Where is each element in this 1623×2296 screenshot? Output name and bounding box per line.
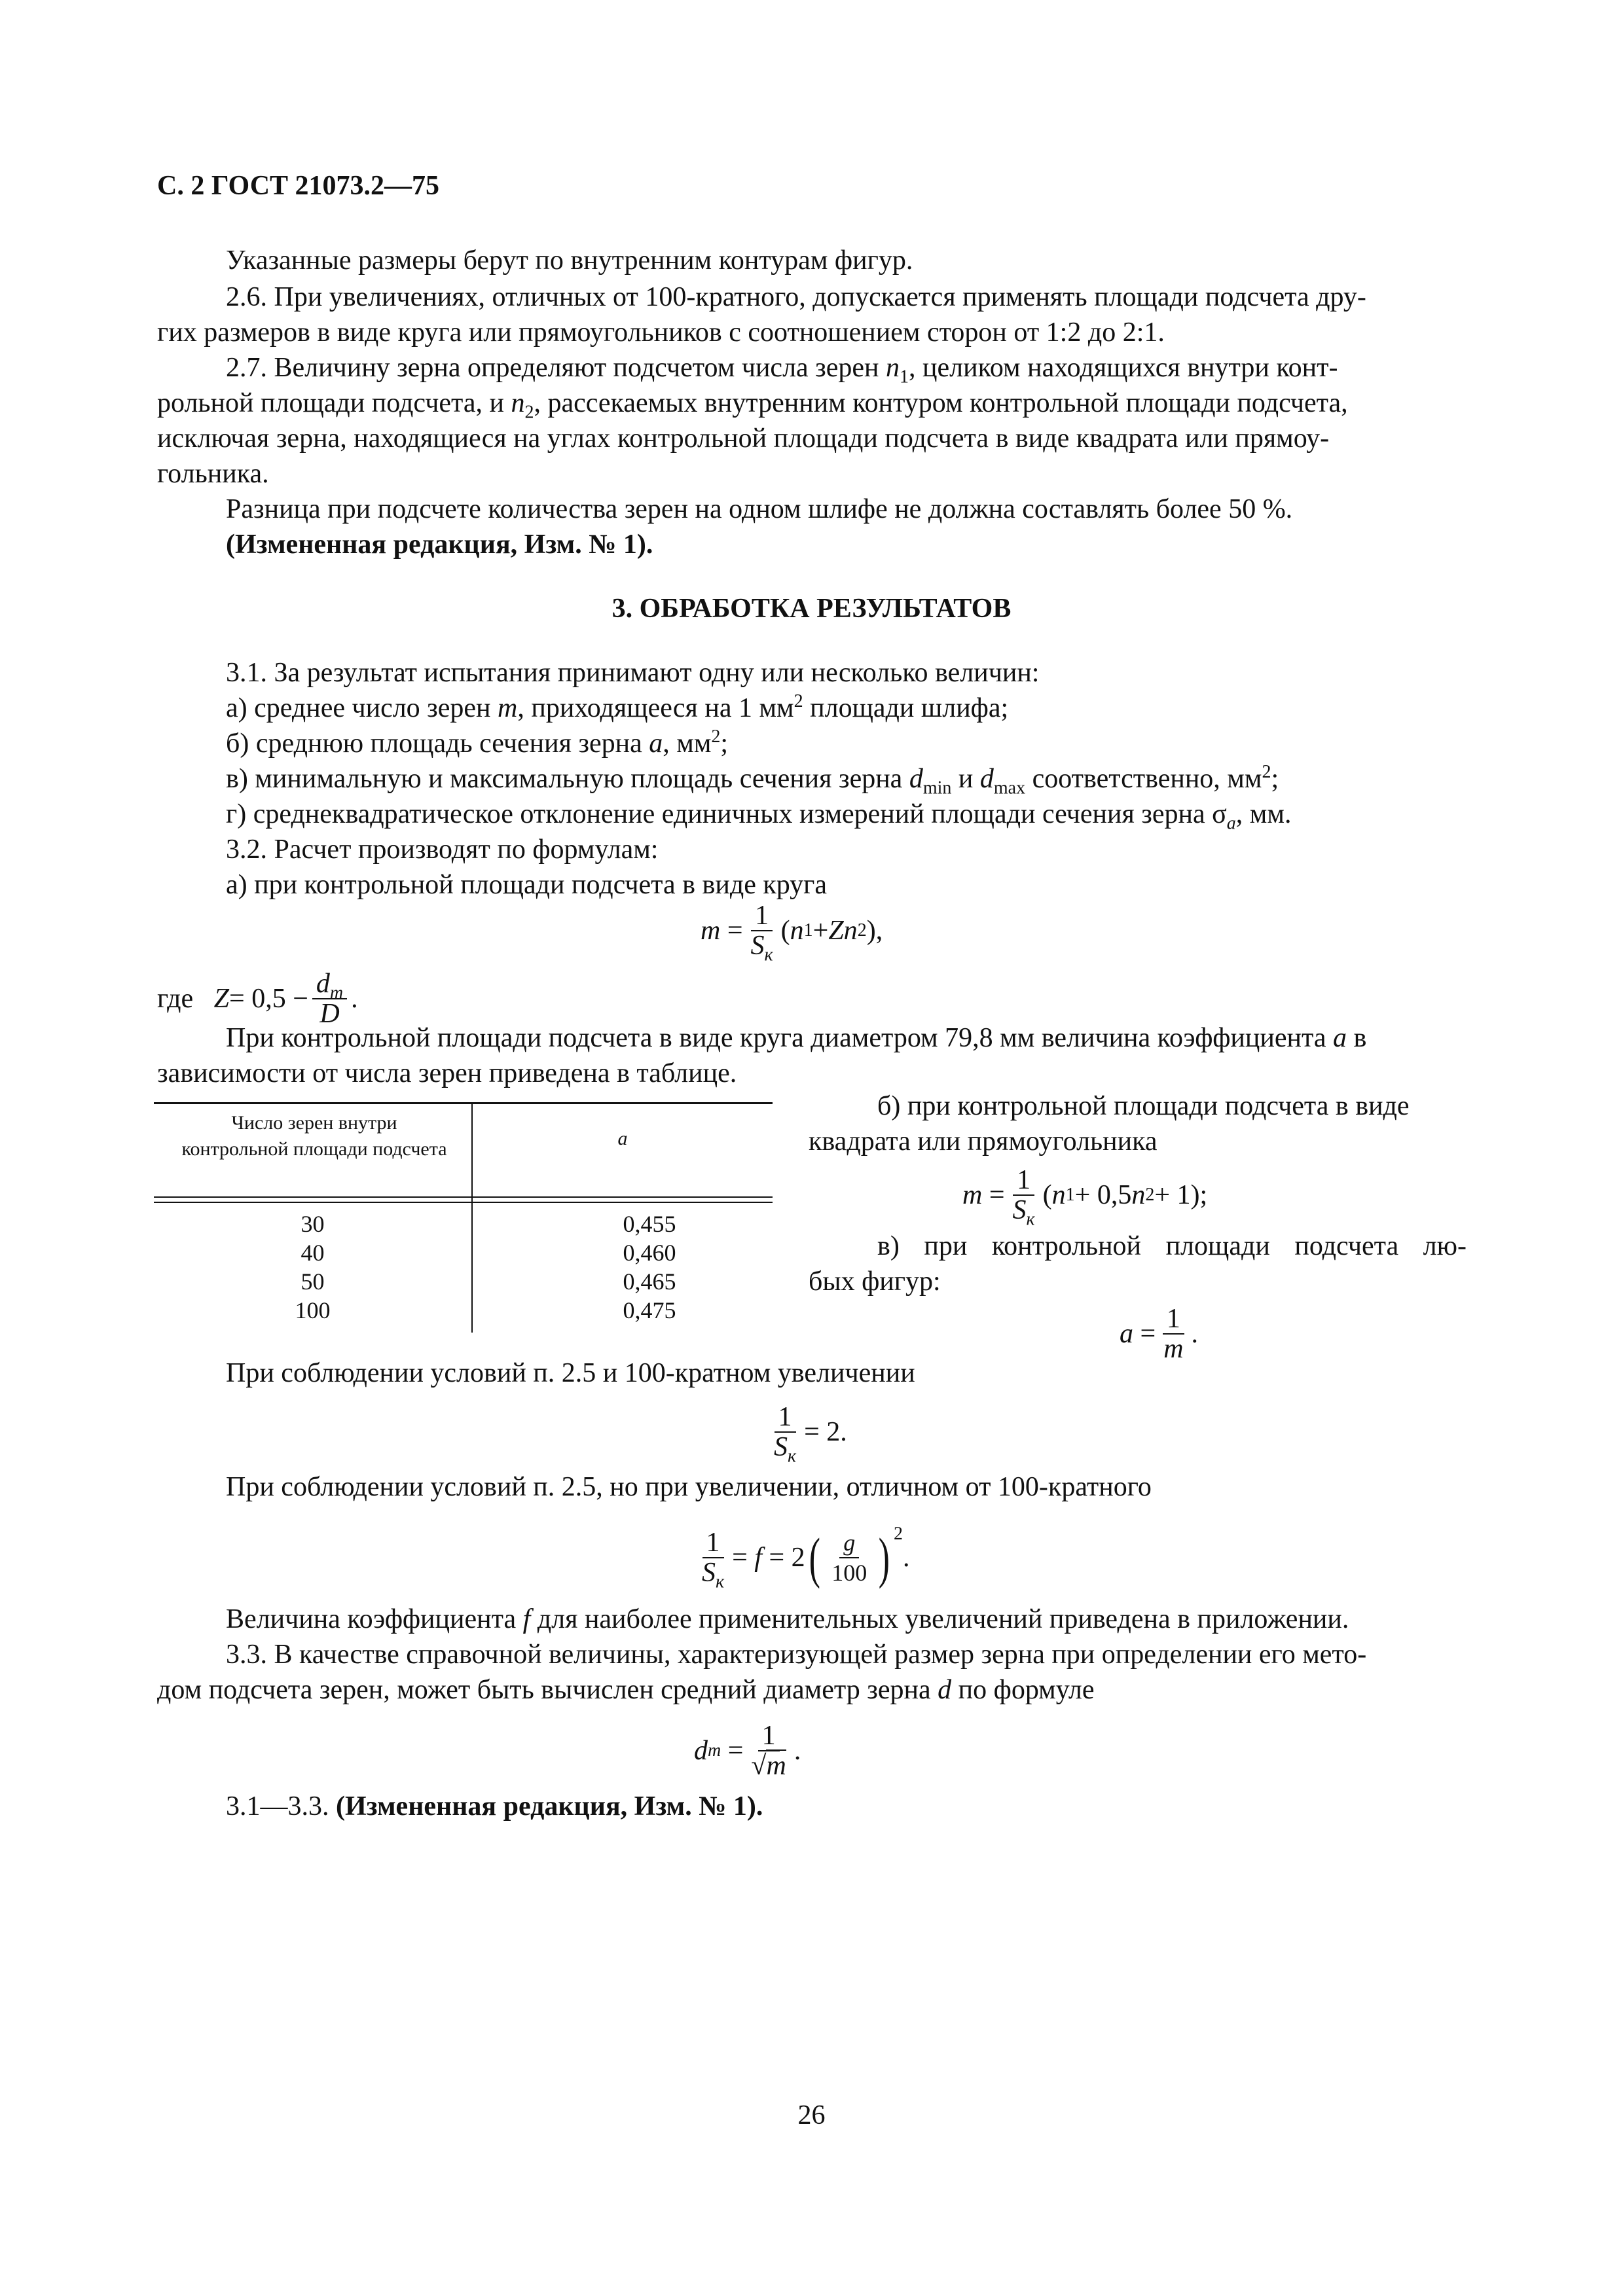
paragraph-3-3-line1: 3.3. В качестве справочной величины, характеризующей размер зерна при определении его мето- [226,1640,1367,1670]
table-cell-a: 0,455 [623,1211,676,1237]
paragraph-condition-100x: При соблюдении условий п. 2.5 и 100-кратном увеличении [226,1358,915,1388]
paragraph-3-3-line2: дом подсчета зерен, может быть вычислен средний диаметр зерна d по формуле [157,1675,1095,1705]
formula-case-b-line2: квадрата или прямоугольника [809,1126,1158,1157]
formula-dm: d m = $\frac{1}{√m}$ . [694,1721,801,1781]
formula-m-circle: m = $\frac{1}{S_к}$ ( n 1 + Zn 2 ) , [701,901,883,965]
paragraph-2-7-line1: 2.7. Величину зерна определяют подсчетом числа зерен $n_1$, целиком находящихся внутри конт- [226,353,1338,387]
page-header: С. 2 ГОСТ 21073.2—75 [157,171,440,201]
list-item-d: г) среднеквадратическое отклонение единичных измерений площади сечения зерна $\sigma_a$, мм. [226,799,1292,834]
table-cell-count: 40 [301,1240,325,1266]
paragraph-coefficient-f: Величина коэффициента f для наиболее применительных увеличений приведена в приложении. [226,1604,1349,1634]
table-cell-count: 100 [295,1297,331,1323]
formula-inverse-s: $\frac{1}{S_к}$ = 2 . [774,1402,847,1467]
paragraph-2-6-line1: 2.6. При увеличениях, отличных от 100-кратного, допускается применять площади подсчета дру- [226,282,1366,312]
paragraph-difference: Разница при подсчете количества зерен на одном шлифе не должна составлять более 50 %. [226,494,1293,524]
edit-note: (Измененная редакция, Изм. № 1). [226,529,653,560]
list-item-a: а) среднее число зерен m, приходящееся на 1 $мм^2$ площади шлифа; [226,691,1009,723]
paragraph-circle-line2: зависимости от числа зерен приведена в таблице. [157,1058,737,1088]
table-cell-a: 0,460 [623,1240,676,1266]
formula-case-a-label: а) при контрольной площади подсчета в виде круга [226,870,828,900]
formula-f: $\frac{1}{S_к}$ = f = 2 ( $\frac{g}{100}$ ) $^2$ . [702,1524,910,1592]
formula-m-square: m = $\frac{1}{S_к}$ ( n 1 + 0,5 n 2 + 1) ; [962,1165,1208,1230]
formula-case-v-line1: в) при контрольной площади подсчета лю- [877,1231,1467,1261]
paragraph-2-7-line3: исключая зерна, находящиеся на углах контрольной площади подсчета в виде квадрата или прямоу- [157,423,1330,454]
formula-a: a = $\frac{1}{m}$ . [1120,1304,1199,1364]
table-cell-a: 0,465 [623,1268,676,1295]
table-header-rule-1 [154,1196,773,1198]
paragraph-circle-line1: При контрольной площади подсчета в виде круга диаметром 79,8 мм величина коэффициента a в [226,1023,1367,1053]
table-header-rule-2 [154,1202,773,1203]
paragraph-2-6-line2: гих размеров в виде круга или прямоугольников с соотношением сторон от 1:2 до 2:1. [157,317,1165,348]
paragraph-condition-other: При соблюдении условий п. 2.5, но при увеличении, отличном от 100-кратного [226,1472,1152,1502]
formula-z: где Z = 0,5 − $\frac{d_m}{D}$ . [157,969,358,1029]
paragraph-3-1-intro: 3.1. За результат испытания принимают одну или несколько величин: [226,658,1040,688]
table-header-a: a [617,1128,628,1149]
paragraph-2-7-line4: гольника. [157,459,269,489]
formula-case-v-line2: бых фигур: [809,1266,941,1297]
table-cell-a: 0,475 [623,1297,676,1323]
page-number: 26 [797,2100,826,2130]
table-top-rule [154,1102,773,1104]
list-item-b: б) среднюю площадь сечения зерна a, $мм^2$; [226,726,729,759]
paragraph-sizes: Указанные размеры берут по внутренним контурам фигур. [226,245,913,276]
paragraph-2-7-line2: рольной площади подсчета, и $n_2$, рассекаемых внутренним контуром контрольной площади подсчета, [157,388,1348,423]
formula-case-b-line1: б) при контрольной площади подсчета в виде [877,1091,1410,1121]
list-item-c: в) минимальную и максимальную площадь сечения зерна $d_{min}$ и $d_{max}$ соответственно, $мм^2$; [226,762,1279,798]
paragraph-3-2-intro: 3.2. Расчет производят по формулам: [226,834,659,865]
edit-note-3-1-3-3: 3.1—3.3. (Измененная редакция, Изм. № 1). [226,1791,763,1821]
table-cell-count: 30 [301,1211,325,1237]
section-title: 3. ОБРАБОТКА РЕЗУЛЬТАТОВ [611,594,1012,624]
table-cell-count: 50 [301,1268,325,1295]
sqrt-sign: √ [751,1751,767,1781]
table-header-count: Число зерен внутри контрольной площади подсчета [181,1112,447,1160]
